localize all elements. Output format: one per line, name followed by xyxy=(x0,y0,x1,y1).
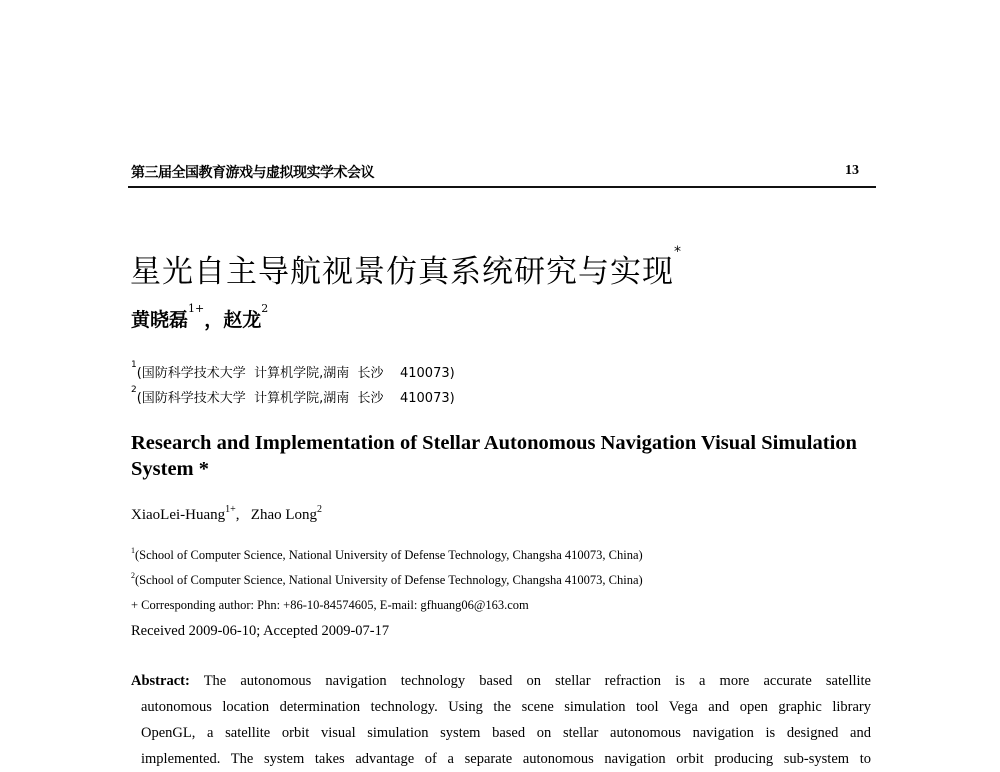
chinese-affiliation-2 xyxy=(131,387,455,406)
abstract-line: implemented. The system takes advantage of a separate autonomous navigation orbit producing sub-system to xyxy=(141,751,871,767)
author-separator: ， xyxy=(204,309,224,331)
affiliation-text: (国防科学技术大学 计算机学院,湖南 长沙 410073) xyxy=(136,391,455,406)
affiliation-text: (国防科学技术大学 计算机学院,湖南 长沙 410073) xyxy=(136,366,455,381)
abstract-label: Abstract: xyxy=(131,673,190,689)
chinese-title xyxy=(130,246,682,291)
title-footnote-mark: * xyxy=(198,458,210,480)
chinese-title-text: 星光自主导航视景仿真系统研究与实现 xyxy=(130,254,674,290)
author-name: XiaoLei-Huang xyxy=(131,507,226,523)
author-name: 黄晓磊 xyxy=(131,309,189,331)
affiliation-sup: 2 xyxy=(131,385,137,395)
abstract-line: autonomous location determination technology. Using the scene simulation tool Vega and open graphic library xyxy=(141,699,871,715)
affiliation-sup: 2 xyxy=(131,571,135,580)
abstract xyxy=(131,668,871,772)
chinese-authors xyxy=(131,302,269,332)
english-title-text: Research and Implementation of Stellar Autonomous Navigation Visual Simulation System xyxy=(131,432,857,480)
received-dates: Received 2009-06-10; Accepted 2009-07-17 xyxy=(131,623,390,639)
author-name: Zhao Long xyxy=(250,507,318,523)
running-header: 第三届全国教育游戏与虚拟现实学术会议 xyxy=(131,165,374,181)
author-sup: 1+ xyxy=(188,302,205,315)
author-name: 赵龙 xyxy=(223,309,262,331)
title-footnote-mark: * xyxy=(674,244,682,260)
abstract-line xyxy=(131,668,871,694)
author-sup: 2 xyxy=(261,302,269,315)
corresponding-author: + Corresponding author: Phn: +86-10-84574605, E-mail: gfhuang06@163.com xyxy=(131,598,529,612)
affiliation-text: (School of Computer Science, National University of Defense Technology, Changsha 410073, China) xyxy=(135,573,643,587)
english-affiliation-2 xyxy=(131,573,643,588)
author-separator: , xyxy=(235,507,251,523)
author-sup: 1+ xyxy=(225,504,236,515)
page-number: 13 xyxy=(845,163,859,178)
abstract-text: The autonomous navigation technology based on stellar refraction is a more accurate satellite xyxy=(203,673,871,689)
english-authors xyxy=(131,504,323,524)
english-affiliation-1 xyxy=(131,548,643,563)
affiliation-text: (School of Computer Science, National University of Defense Technology, Changsha 410073, China) xyxy=(135,548,643,562)
affiliation-sup: 1 xyxy=(131,360,137,370)
affiliation-sup: 1 xyxy=(131,546,135,555)
header-rule xyxy=(128,186,876,188)
chinese-affiliation-1 xyxy=(131,362,455,381)
english-title xyxy=(131,430,876,482)
author-sup: 2 xyxy=(317,504,323,515)
abstract-line: OpenGL, a satellite orbit visual simulation system based on stellar autonomous navigation is designed and xyxy=(141,725,871,741)
